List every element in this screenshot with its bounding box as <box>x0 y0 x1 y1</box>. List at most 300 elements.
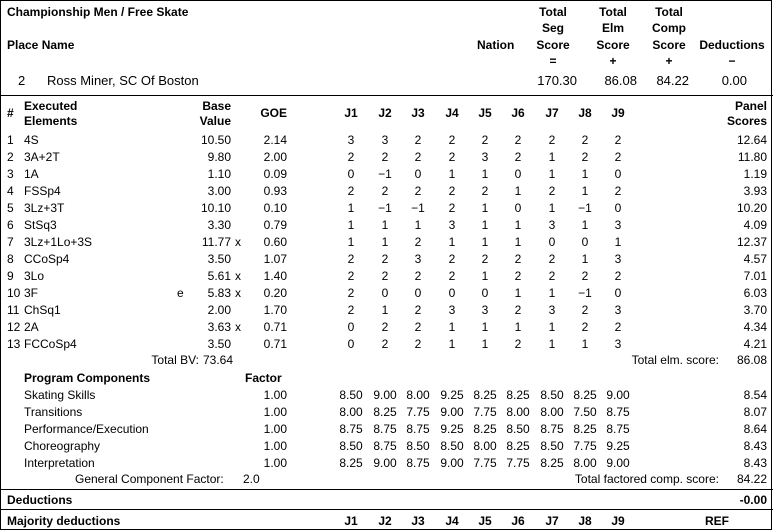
component-name: Interpretation <box>24 456 95 470</box>
element-base-value: 2.00 <box>207 303 231 317</box>
judge-score: 0 <box>347 320 355 334</box>
component-name: Transitions <box>24 405 83 419</box>
gcf-value: 2.0 <box>243 472 260 486</box>
judge-score: 1 <box>381 235 389 249</box>
skater-total-element: 86.08 <box>604 73 637 88</box>
judge-score: 3 <box>548 303 556 317</box>
element-number: 4 <box>7 184 14 198</box>
judge-score: 0 <box>381 286 389 300</box>
element-number: 7 <box>7 235 14 249</box>
judge-component-score: 8.25 <box>473 388 497 402</box>
event-title: Championship Men / Free Skate <box>7 5 189 19</box>
element-bonus-flag: x <box>235 286 241 300</box>
judge-score: 0 <box>414 286 422 300</box>
majority-judge-header: J2 <box>378 514 392 528</box>
judge-header: J1 <box>344 106 358 120</box>
element-base-value: 3.30 <box>207 218 231 232</box>
majority-judge-header: J8 <box>578 514 592 528</box>
component-factor: 1.00 <box>263 405 287 419</box>
component-name: Choreography <box>24 439 101 453</box>
component-name: Skating Skills <box>24 388 96 402</box>
component-factor: 1.00 <box>263 422 287 436</box>
element-panel-score: 7.01 <box>743 269 767 283</box>
judge-component-score: 8.50 <box>339 439 363 453</box>
judge-score: 1 <box>481 201 489 215</box>
judge-score: 0 <box>548 235 556 249</box>
scores-header: Scores <box>726 114 767 128</box>
program-components-header: Program Components <box>24 371 151 385</box>
element-info-flag: e <box>177 286 184 300</box>
judge-component-score: 8.75 <box>339 422 363 436</box>
judge-score: 2 <box>614 320 622 334</box>
element-goe: 0.71 <box>263 320 287 334</box>
judge-component-score: 7.75 <box>473 405 497 419</box>
pcs-header-line2: Comp <box>652 21 686 35</box>
total-factored-comp-label: Total factored comp. score: <box>574 472 719 486</box>
judge-component-score: 8.50 <box>506 422 530 436</box>
element-panel-score: 12.37 <box>736 235 767 249</box>
judge-component-score: 7.75 <box>506 456 530 470</box>
judge-score: 2 <box>581 133 589 147</box>
element-panel-score: 4.57 <box>743 252 767 266</box>
judge-score: 1 <box>381 303 389 317</box>
judge-score: 1 <box>448 235 456 249</box>
judge-component-score: 8.25 <box>506 439 530 453</box>
judge-component-score: 7.75 <box>473 456 497 470</box>
judge-score: 2 <box>414 150 422 164</box>
judge-component-score: 8.00 <box>540 405 564 419</box>
component-panel-score: 8.54 <box>743 388 767 402</box>
element-row <box>1 285 773 302</box>
element-number: 10 <box>7 286 21 300</box>
component-panel-score: 8.07 <box>743 405 767 419</box>
judge-score: 0 <box>514 167 522 181</box>
executed-header: Executed <box>24 99 78 113</box>
judge-component-score: 8.75 <box>373 422 397 436</box>
majority-ref-label: REF <box>705 514 729 528</box>
element-number: 5 <box>7 201 14 215</box>
element-name: StSq3 <box>24 218 57 232</box>
judge-component-score: 8.50 <box>339 388 363 402</box>
judge-component-score: 8.00 <box>573 456 597 470</box>
element-goe: 0.79 <box>263 218 287 232</box>
pcs-header-line4: + <box>665 54 673 68</box>
judge-component-score: 8.25 <box>573 422 597 436</box>
judge-score: 1 <box>514 218 522 232</box>
majority-judge-header: J1 <box>344 514 358 528</box>
total-factored-comp-value: 84.22 <box>736 472 767 486</box>
judge-score: 2 <box>414 133 422 147</box>
judge-score: 2 <box>448 201 456 215</box>
element-row <box>1 234 773 251</box>
element-name: 2A <box>24 320 39 334</box>
judge-score: 2 <box>614 184 622 198</box>
element-base-value: 3.63 <box>207 320 231 334</box>
tss-header-line4: = <box>549 54 557 68</box>
element-base-value: 5.83 <box>207 286 231 300</box>
base-header: Base <box>202 99 231 113</box>
gcf-label: General Component Factor: <box>75 472 224 486</box>
deductions-divider <box>1 509 773 510</box>
tss-header-line1: Total <box>539 5 567 19</box>
element-number: 9 <box>7 269 14 283</box>
element-number: 6 <box>7 218 14 232</box>
goe-header: GOE <box>260 106 287 120</box>
deductions-value: -0.00 <box>739 493 767 507</box>
judge-score: 1 <box>381 218 389 232</box>
element-base-value: 9.80 <box>207 150 231 164</box>
judge-score: 2 <box>514 337 522 351</box>
element-goe: 2.00 <box>263 150 287 164</box>
element-panel-score: 6.03 <box>743 286 767 300</box>
judge-component-score: 7.75 <box>573 439 597 453</box>
judge-header: J9 <box>611 106 625 120</box>
judge-score: 3 <box>548 218 556 232</box>
skater-deductions: 0.00 <box>721 73 747 88</box>
element-name: CCoSp4 <box>24 252 70 266</box>
judge-score: 2 <box>381 252 389 266</box>
component-factor: 1.00 <box>263 456 287 470</box>
judge-score: 2 <box>581 320 589 334</box>
judge-score: 0 <box>481 286 489 300</box>
element-row <box>1 200 773 217</box>
judge-score: 0 <box>414 167 422 181</box>
judge-score: 0 <box>347 337 355 351</box>
judge-score: 1 <box>581 337 589 351</box>
element-number: 13 <box>7 337 21 351</box>
judge-header: J8 <box>578 106 592 120</box>
judge-score: 2 <box>347 252 355 266</box>
judge-score: 1 <box>481 337 489 351</box>
judge-score: 3 <box>414 252 422 266</box>
element-name: 3F <box>24 286 39 300</box>
value-header: Value <box>199 114 231 128</box>
judge-component-score: 9.00 <box>606 456 630 470</box>
judge-score: 2 <box>614 150 622 164</box>
judge-component-score: 9.00 <box>606 388 630 402</box>
judge-score: 1 <box>514 184 522 198</box>
judge-score: 1 <box>548 286 556 300</box>
element-goe: 0.20 <box>263 286 287 300</box>
component-factor: 1.00 <box>263 388 287 402</box>
component-panel-score: 8.64 <box>743 422 767 436</box>
element-name: FCCoSp4 <box>24 337 77 351</box>
judge-score: 3 <box>614 303 622 317</box>
place-name-header: Place Name <box>7 38 75 52</box>
judge-component-score: 8.50 <box>540 439 564 453</box>
judge-score: 1 <box>347 235 355 249</box>
judge-score: 1 <box>514 320 522 334</box>
judge-score: 3 <box>614 252 622 266</box>
judge-score: 2 <box>514 252 522 266</box>
header-divider <box>1 95 773 96</box>
element-base-value: 1.10 <box>207 167 231 181</box>
tes-header-line1: Total <box>599 5 627 19</box>
element-panel-score: 3.70 <box>743 303 767 317</box>
element-name: ChSq1 <box>24 303 61 317</box>
judge-score: 1 <box>514 235 522 249</box>
judge-score: −1 <box>578 286 592 300</box>
factor-header: Factor <box>245 371 282 385</box>
judge-score: 1 <box>614 235 622 249</box>
judge-score: 1 <box>581 218 589 232</box>
element-bonus-flag: x <box>235 320 241 334</box>
judge-score: 3 <box>481 150 489 164</box>
pcs-header-line3: Score <box>652 38 686 52</box>
judge-score: 2 <box>381 269 389 283</box>
skater-total-component: 84.22 <box>656 73 689 88</box>
judge-component-score: 8.25 <box>573 388 597 402</box>
judge-score: 1 <box>481 269 489 283</box>
judge-component-score: 9.25 <box>606 439 630 453</box>
element-panel-score: 4.21 <box>743 337 767 351</box>
element-base-value: 10.10 <box>200 201 231 215</box>
element-goe: 0.10 <box>263 201 287 215</box>
judge-component-score: 8.25 <box>339 456 363 470</box>
element-panel-score: 10.20 <box>736 201 767 215</box>
element-name: 3Lo <box>24 269 45 283</box>
judge-component-score: 8.00 <box>506 405 530 419</box>
elements-header: Elements <box>24 114 78 128</box>
judge-score: 2 <box>414 184 422 198</box>
judge-component-score: 8.25 <box>473 422 497 436</box>
element-row <box>1 336 773 353</box>
judge-header: J2 <box>378 106 392 120</box>
judge-score: 2 <box>514 150 522 164</box>
judge-score: 0 <box>581 235 589 249</box>
judge-score: 2 <box>581 269 589 283</box>
judge-score: 1 <box>581 167 589 181</box>
judge-header: J4 <box>445 106 459 120</box>
judge-score: −1 <box>378 167 392 181</box>
element-bonus-flag: x <box>235 269 241 283</box>
judge-component-score: 9.00 <box>373 388 397 402</box>
judge-score: 2 <box>448 269 456 283</box>
judge-component-score: 9.25 <box>440 422 464 436</box>
element-row <box>1 217 773 234</box>
judge-score: 2 <box>414 303 422 317</box>
judge-score: 2 <box>581 303 589 317</box>
judge-score: 1 <box>548 201 556 215</box>
majority-deductions-label: Majority deductions <box>7 514 121 528</box>
skater-total-segment: 170.30 <box>537 73 577 88</box>
components-divider <box>1 489 773 490</box>
judge-score: 0 <box>614 167 622 181</box>
judge-component-score: 9.25 <box>440 388 464 402</box>
judge-component-score: 8.75 <box>540 422 564 436</box>
element-row <box>1 183 773 200</box>
element-goe: 0.09 <box>263 167 287 181</box>
judge-header: J6 <box>511 106 525 120</box>
judge-score: 2 <box>481 252 489 266</box>
judge-score: 1 <box>448 167 456 181</box>
judge-score: 2 <box>548 269 556 283</box>
elements-num-header: # <box>7 106 14 120</box>
judge-score: 2 <box>548 133 556 147</box>
total-bv-value: 73.64 <box>203 353 234 367</box>
pcs-header-line1: Total <box>655 5 683 19</box>
judge-component-score: 9.00 <box>373 456 397 470</box>
judge-score: 2 <box>614 269 622 283</box>
judge-score: 0 <box>347 167 355 181</box>
judge-score: 1 <box>481 218 489 232</box>
judge-component-score: 9.00 <box>440 456 464 470</box>
tes-header-line4: + <box>609 54 617 68</box>
element-base-value: 3.00 <box>207 184 231 198</box>
skater-name: Ross Miner, SC Of Boston <box>47 73 199 88</box>
tss-header-line2: Seg <box>541 21 564 35</box>
judge-score: 3 <box>614 218 622 232</box>
component-row <box>1 387 773 404</box>
judge-score: 3 <box>448 218 456 232</box>
judge-score: 2 <box>481 184 489 198</box>
judge-score: 2 <box>347 286 355 300</box>
element-goe: 2.14 <box>263 133 287 147</box>
element-panel-score: 11.80 <box>737 150 767 164</box>
judge-score: 2 <box>581 150 589 164</box>
element-row <box>1 166 773 183</box>
judge-score: 1 <box>548 167 556 181</box>
judge-score: 1 <box>414 218 422 232</box>
element-goe: 0.71 <box>263 337 287 351</box>
total-elm-label: Total elm. score: <box>631 353 719 367</box>
judge-component-score: 8.50 <box>440 439 464 453</box>
judge-score: −1 <box>578 201 592 215</box>
element-goe: 0.93 <box>263 184 287 198</box>
judge-component-score: 8.75 <box>406 456 430 470</box>
judge-score: 2 <box>481 133 489 147</box>
component-factor: 1.00 <box>263 439 287 453</box>
judge-score: −1 <box>411 201 425 215</box>
judge-score: 2 <box>514 133 522 147</box>
element-goe: 1.40 <box>263 269 287 283</box>
judge-header: J3 <box>411 106 425 120</box>
judge-score: 1 <box>548 320 556 334</box>
judge-score: 3 <box>381 133 389 147</box>
element-goe: 0.60 <box>263 235 287 249</box>
element-base-value: 11.77 <box>201 235 231 249</box>
judge-score: 2 <box>514 269 522 283</box>
element-base-value: 3.50 <box>207 337 231 351</box>
judge-score: 2 <box>414 320 422 334</box>
deductions-label: Deductions <box>7 493 73 507</box>
component-panel-score: 8.43 <box>743 456 767 470</box>
judge-score: 2 <box>448 184 456 198</box>
judge-score: 1 <box>448 320 456 334</box>
judge-component-score: 8.50 <box>540 388 564 402</box>
judge-score: 2 <box>381 150 389 164</box>
element-row <box>1 268 773 285</box>
deductions-header: Deductions <box>699 38 765 52</box>
component-row <box>1 455 773 472</box>
element-base-value: 10.50 <box>200 133 231 147</box>
judge-score: 2 <box>414 269 422 283</box>
component-name: Performance/Execution <box>24 422 149 436</box>
element-name: 3Lz+3T <box>24 201 65 215</box>
element-name: FSSp4 <box>24 184 61 198</box>
judge-score: 2 <box>548 252 556 266</box>
tss-header-line3: Score <box>536 38 570 52</box>
judge-score: 2 <box>381 320 389 334</box>
judge-component-score: 8.75 <box>373 439 397 453</box>
judge-component-score: 8.75 <box>606 405 630 419</box>
component-row <box>1 438 773 455</box>
judge-score: 1 <box>548 337 556 351</box>
element-number: 2 <box>7 150 14 164</box>
element-panel-score: 4.09 <box>743 218 767 232</box>
element-row <box>1 149 773 166</box>
judge-score: 2 <box>381 337 389 351</box>
skater-place: 2 <box>18 73 26 88</box>
element-number: 3 <box>7 167 14 181</box>
element-number: 1 <box>7 133 14 147</box>
judge-score: 1 <box>481 167 489 181</box>
judge-score: 2 <box>347 303 355 317</box>
judge-score: 3 <box>448 303 456 317</box>
judge-score: 2 <box>347 150 355 164</box>
judge-score: 2 <box>448 133 456 147</box>
judge-score: 2 <box>614 133 622 147</box>
element-goe: 1.07 <box>263 252 287 266</box>
majority-judge-header: J3 <box>411 514 425 528</box>
judge-component-score: 8.00 <box>473 439 497 453</box>
judge-component-score: 8.00 <box>406 388 430 402</box>
component-row <box>1 421 773 438</box>
judge-score: 3 <box>481 303 489 317</box>
majority-judge-header: J7 <box>545 514 559 528</box>
judge-score: 2 <box>514 303 522 317</box>
nation-header: Nation <box>477 38 515 52</box>
component-row <box>1 404 773 421</box>
judge-score: 3 <box>347 133 355 147</box>
total-bv-label: Total BV: <box>151 353 199 367</box>
judge-component-score: 7.50 <box>573 405 597 419</box>
judge-score: 1 <box>347 201 355 215</box>
judge-score: 0 <box>614 201 622 215</box>
judge-score: 1 <box>448 337 456 351</box>
judge-header: J5 <box>478 106 492 120</box>
judge-component-score: 8.75 <box>406 422 430 436</box>
element-panel-score: 4.34 <box>743 320 767 334</box>
element-panel-score: 12.64 <box>736 133 767 147</box>
total-elm-value: 86.08 <box>736 353 767 367</box>
element-name: 3Lz+1Lo+3S <box>24 235 93 249</box>
judge-component-score: 8.75 <box>606 422 630 436</box>
judge-component-score: 9.00 <box>440 405 464 419</box>
judge-score: 2 <box>347 269 355 283</box>
judge-score: 1 <box>581 184 589 198</box>
element-row <box>1 302 773 319</box>
judge-score: 0 <box>614 286 622 300</box>
judge-component-score: 8.00 <box>339 405 363 419</box>
deductions-header-sign: − <box>728 54 736 68</box>
judge-score: 0 <box>514 201 522 215</box>
majority-judge-header: J5 <box>478 514 492 528</box>
judge-score: 2 <box>448 150 456 164</box>
element-row <box>1 132 773 149</box>
element-row <box>1 251 773 268</box>
majority-judge-header: J9 <box>611 514 625 528</box>
element-goe: 1.70 <box>263 303 287 317</box>
judge-component-score: 8.50 <box>406 439 430 453</box>
judge-score: 2 <box>381 184 389 198</box>
element-name: 3A+2T <box>24 150 60 164</box>
component-panel-score: 8.43 <box>743 439 767 453</box>
judge-component-score: 7.75 <box>406 405 430 419</box>
panel-header: Panel <box>734 99 767 113</box>
judge-score: 1 <box>347 218 355 232</box>
element-name: 1A <box>24 167 39 181</box>
